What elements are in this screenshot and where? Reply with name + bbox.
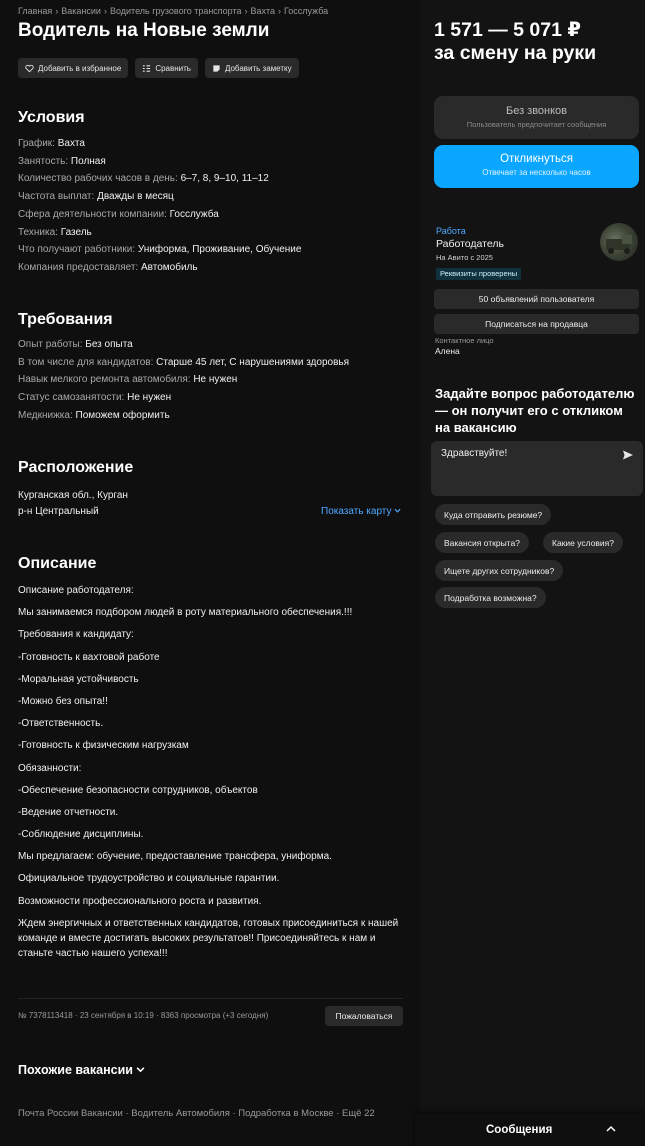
- description-paragraph: Описание работодателя:: [18, 585, 134, 596]
- condition-key: Количество рабочих часов в день:: [18, 173, 181, 185]
- no-calls-title: Без звонков: [505, 105, 568, 117]
- employer-since: На Авито с 2025: [436, 253, 493, 262]
- show-map-link[interactable]: [321, 506, 401, 517]
- requirement-key: В том числе для кандидатов:: [18, 356, 157, 368]
- similar-vacancies-toggle[interactable]: [18, 1063, 145, 1077]
- description-paragraph: -Ведение отчетности.: [18, 806, 119, 818]
- condition-key: График:: [18, 138, 58, 149]
- no-calls-subtitle: Пользователь предпочитает сообщения: [466, 120, 607, 129]
- employer-name[interactable]: Работодатель: [436, 238, 504, 250]
- ask-question-heading: Задайте вопрос работодателю — он получит его с откликом на вакансию: [435, 386, 635, 435]
- description-paragraph: Ждем энергичных и ответственных кандидатов, готовых присоединиться к нашей команде и вместе достигать высоких результатов!! Присоединяйтесь к нам и станьте частью нашего успеха!!!: [18, 917, 399, 959]
- divider: [18, 998, 403, 999]
- requirement-key: Медкнижка:: [18, 409, 76, 421]
- requirement-row: [18, 389, 349, 407]
- requirement-value: Поможем оформить: [75, 409, 170, 421]
- description-paragraph: -Готовность к вахтовой работе: [18, 651, 160, 663]
- heart-icon: [25, 64, 34, 73]
- listing-meta: № 7378113418 · 23 сентября в 10:19 · 8363 просмотра (+3 сегодня): [18, 1011, 269, 1020]
- add-note-button[interactable]: [205, 58, 299, 78]
- description-paragraph: Требования к кандидату:: [18, 629, 134, 641]
- condition-key: Что получают работники:: [18, 244, 138, 256]
- requirement-key: Опыт работы:: [18, 339, 86, 350]
- chevron-down-icon: [136, 1065, 145, 1074]
- chevron-up-icon: [605, 1123, 617, 1135]
- breadcrumb-vacancies[interactable]: Вакансии: [61, 6, 101, 16]
- contact-label: Контактное лицо: [435, 336, 494, 345]
- breadcrumb-separator: ›: [103, 6, 107, 16]
- action-bar: [18, 58, 299, 78]
- description-heading: Описание: [18, 555, 97, 572]
- add-note-label: Добавить заметку: [224, 63, 292, 73]
- note-icon: [212, 64, 221, 73]
- requirement-row: [18, 407, 349, 425]
- requirement-row: [18, 371, 349, 389]
- breadcrumb-civil-service[interactable]: Госслужба: [283, 6, 329, 16]
- condition-row: [18, 170, 301, 188]
- location-heading: Расположение: [18, 459, 134, 476]
- description-paragraph: -Ответственность.: [18, 718, 104, 730]
- related-links[interactable]: Почта России Вакансии · Водитель Автомобиля · Подработка в Москве · Ещё 22: [18, 1108, 375, 1119]
- condition-row: [18, 153, 301, 171]
- no-calls-button[interactable]: [434, 96, 639, 139]
- description-paragraph: Обязанности:: [18, 762, 82, 774]
- requirement-value: Без опыта: [85, 339, 133, 350]
- condition-value: Вахта: [57, 138, 85, 149]
- similar-vacancies-label: Похожие вакансии: [18, 1063, 133, 1077]
- description-paragraph: -Готовность к физическим нагрузкам: [18, 740, 189, 752]
- compare-label: Сравнить: [155, 63, 191, 73]
- requirements-heading: Требования: [18, 311, 113, 328]
- description-paragraph: Официальное трудоустройство и социальные гарантии.: [18, 873, 280, 885]
- compare-icon: [142, 64, 151, 73]
- requirement-key: Статус самозанятости:: [18, 392, 128, 404]
- show-map-label: Показать карту: [321, 506, 392, 517]
- conditions-list: [18, 135, 301, 277]
- page-title: Водитель на Новые земли: [18, 20, 270, 41]
- address-line-district: р-н Центральный: [18, 506, 99, 517]
- breadcrumb-separator: ›: [244, 6, 248, 16]
- description-paragraph: Мы занимаемся подбором людей в роту материального обеспечения.!!!: [18, 607, 353, 619]
- condition-value: Газель: [60, 226, 92, 238]
- respond-button[interactable]: [434, 145, 639, 188]
- salary-period: за смену на руки: [434, 42, 597, 64]
- truck-photo-icon: [600, 223, 638, 261]
- salary: [434, 19, 596, 65]
- condition-key: Компания предоставляет:: [18, 261, 141, 273]
- condition-row: [18, 188, 301, 206]
- message-box: [431, 441, 643, 496]
- respond-title: Откликнуться: [500, 153, 573, 165]
- description-paragraph: -Можно без опыта!!: [18, 695, 108, 707]
- respond-subtitle: Отвечает за несколько часов: [482, 168, 591, 177]
- condition-row: [18, 241, 301, 259]
- condition-row: [18, 224, 301, 242]
- condition-value: 6–7, 8, 9–10, 11–12: [180, 173, 269, 185]
- verified-badge: Реквизиты проверены: [436, 268, 521, 280]
- chip-side-job[interactable]: Подработка возможна?: [435, 587, 546, 608]
- user-listings-button[interactable]: 50 объявлений пользователя: [434, 289, 639, 309]
- condition-value: Полная: [70, 155, 106, 167]
- add-to-favorites-button[interactable]: [18, 58, 128, 78]
- employer-type-link[interactable]: Работа: [436, 226, 466, 236]
- report-button[interactable]: Пожаловаться: [325, 1006, 403, 1026]
- salary-range: 1 571 — 5 071 ₽: [434, 19, 581, 41]
- condition-row: [18, 135, 301, 153]
- condition-value: Униформа, Проживание, Обучение: [137, 244, 302, 256]
- chip-vacancy-open[interactable]: Вакансия открыта?: [435, 532, 529, 553]
- requirements-list: [18, 336, 349, 425]
- messages-bar[interactable]: [415, 1114, 645, 1146]
- condition-key: Сфера деятельности компании:: [18, 208, 170, 220]
- subscribe-seller-button[interactable]: Подписаться на продавца: [434, 314, 639, 334]
- avatar[interactable]: [600, 223, 638, 261]
- address: [18, 488, 128, 520]
- add-to-favorites-label: Добавить в избранное: [38, 63, 122, 73]
- description-paragraph: -Обеспечение безопасности сотрудников, объектов: [18, 784, 258, 796]
- condition-value: Дважды в месяц: [97, 191, 174, 203]
- address-line-region: Курганская обл., Курган: [18, 490, 128, 501]
- requirement-row: [18, 336, 349, 354]
- condition-key: Техника:: [18, 226, 61, 238]
- requirement-value: Старше 45 лет, С нарушениями здоровья: [156, 356, 350, 368]
- chip-conditions[interactable]: Какие условия?: [543, 532, 623, 553]
- breadcrumb-truck-driver[interactable]: Водитель грузового транспорта: [109, 6, 242, 16]
- requirement-value: Не нужен: [127, 392, 172, 404]
- message-input[interactable]: [441, 448, 611, 459]
- breadcrumb-separator: ›: [277, 6, 281, 16]
- chip-other-employees[interactable]: Ищете других сотрудников?: [435, 560, 563, 581]
- compare-button[interactable]: [135, 58, 198, 78]
- requirement-value: Не нужен: [193, 374, 238, 386]
- breadcrumb: [18, 6, 328, 16]
- condition-key: Занятость:: [18, 155, 71, 167]
- chevron-down-icon: [394, 507, 401, 514]
- condition-row: [18, 259, 301, 277]
- condition-value: Автомобиль: [140, 261, 198, 273]
- description-paragraph: -Соблюдение дисциплины.: [18, 829, 144, 841]
- breadcrumb-shift[interactable]: Вахта: [250, 6, 275, 16]
- breadcrumb-home[interactable]: Главная: [18, 6, 53, 16]
- send-icon[interactable]: [622, 449, 634, 461]
- requirement-row: [18, 354, 349, 372]
- breadcrumb-separator: ›: [55, 6, 59, 16]
- description-paragraph: Мы предлагаем: обучение, предоставление трансфера, униформа.: [18, 851, 332, 863]
- description-paragraph: Возможности профессионального роста и развития.: [18, 895, 262, 907]
- description-paragraph: -Моральная устойчивость: [18, 673, 139, 685]
- chip-where-resume[interactable]: Куда отправить резюме?: [435, 504, 551, 525]
- conditions-heading: Условия: [18, 109, 85, 126]
- condition-key: Частота выплат:: [18, 191, 98, 203]
- condition-value: Госслужба: [169, 208, 219, 220]
- description-body: [18, 583, 408, 968]
- requirement-key: Навык мелкого ремонта автомобиля:: [18, 374, 194, 386]
- condition-row: [18, 206, 301, 224]
- messages-label: Сообщения: [486, 1124, 553, 1136]
- contact-name: Алена: [435, 346, 460, 356]
